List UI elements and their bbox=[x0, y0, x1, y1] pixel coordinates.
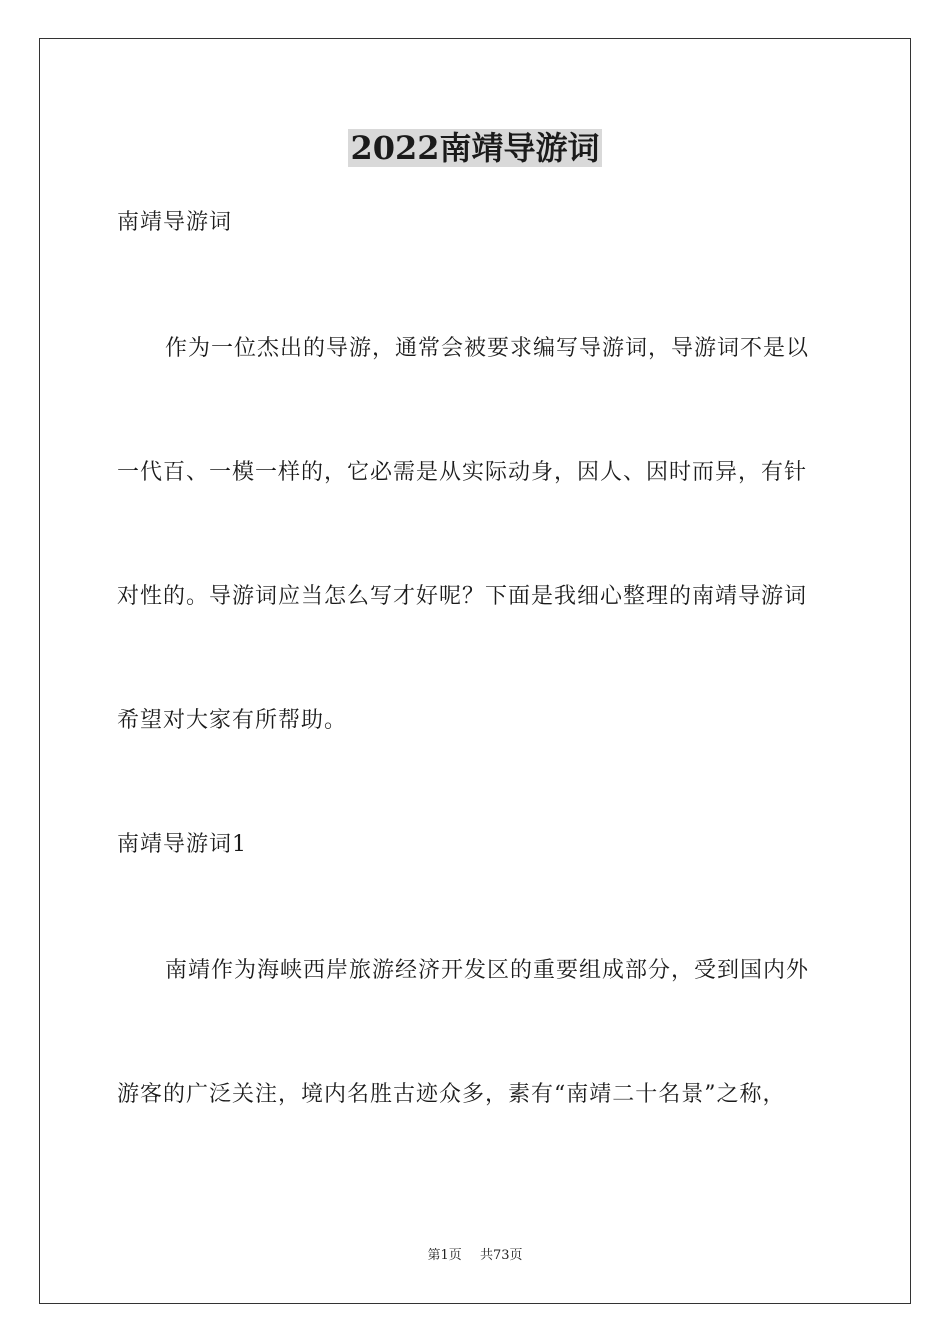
page-number-total: 共73页 bbox=[479, 1248, 523, 1263]
body-line-2: 游客的广泛关注，境内名胜古迹众多，素有“南靖二十名景”之称， bbox=[117, 1082, 786, 1107]
body-line-1: 南靖作为海峡西岸旅游经济开发区的重要组成部分，受到国内外 bbox=[165, 958, 810, 983]
page-footer bbox=[0, 1246, 950, 1266]
intro-line-4: 希望对大家有所帮助。 bbox=[117, 708, 348, 733]
intro-heading: 南靖导游词 bbox=[117, 210, 233, 235]
section-heading-1: 南靖导游词1 bbox=[117, 832, 247, 857]
intro-line-2: 一代百、一模一样的，它必需是从实际动身，因人、因时而异，有针 bbox=[117, 460, 808, 485]
document-title-text: 2022南靖导游词 bbox=[350, 129, 600, 167]
intro-line-3: 对性的。导游词应当怎么写才好呢？下面是我细心整理的南靖导游词 bbox=[117, 584, 808, 609]
document-title bbox=[0, 128, 950, 168]
page-number-current: 第1页 bbox=[427, 1248, 462, 1263]
intro-line-1: 作为一位杰出的导游，通常会被要求编写导游词，导游词不是以 bbox=[165, 336, 810, 361]
